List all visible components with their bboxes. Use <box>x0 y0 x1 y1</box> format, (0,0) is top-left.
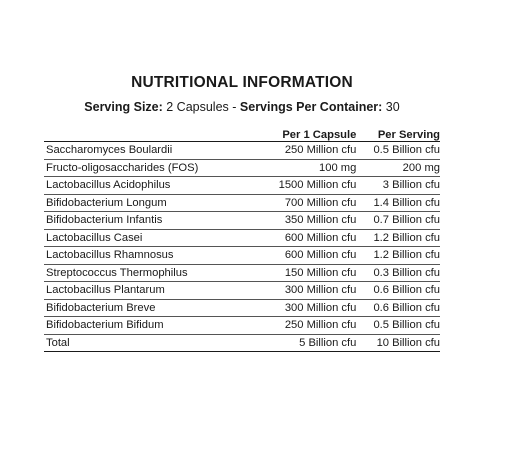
total-label: Total <box>44 334 231 352</box>
per-serving-value: 0.6 Billion cfu <box>356 282 440 300</box>
servings-per-container-label: Servings Per Container: <box>239 100 383 114</box>
table-row <box>44 264 440 282</box>
per-capsule-value: 250 Million cfu <box>231 317 356 335</box>
per-serving-value: 200 mg <box>356 159 440 177</box>
table-row <box>44 229 440 247</box>
serving-info <box>0 100 484 114</box>
ingredient-name: Fructo-oligosaccharides (FOS) <box>44 159 231 177</box>
column-header-per-serving: Per Serving <box>356 125 440 142</box>
per-serving-value: 1.2 Billion cfu <box>356 247 440 265</box>
ingredient-name: Bifidobacterium Breve <box>44 299 231 317</box>
per-capsule-value: 150 Million cfu <box>231 264 356 282</box>
ingredient-name: Streptococcus Thermophilus <box>44 264 231 282</box>
per-capsule-value: 250 Million cfu <box>231 142 356 160</box>
table-header-row <box>44 125 440 142</box>
per-serving-value: 3 Billion cfu <box>356 177 440 195</box>
table-body <box>44 142 440 352</box>
table-row <box>44 282 440 300</box>
table-row <box>44 299 440 317</box>
per-serving-value: 0.5 Billion cfu <box>356 317 440 335</box>
per-capsule-value: 600 Million cfu <box>231 229 356 247</box>
ingredient-name: Bifidobacterium Longum <box>44 194 231 212</box>
per-capsule-value: 100 mg <box>231 159 356 177</box>
per-capsule-value: 1500 Million cfu <box>231 177 356 195</box>
table-row <box>44 317 440 335</box>
table-row <box>44 247 440 265</box>
table-row <box>44 159 440 177</box>
page-title: NUTRITIONAL INFORMATION <box>131 74 353 91</box>
ingredient-name: Lactobacillus Casei <box>44 229 231 247</box>
column-header-ingredient <box>44 125 231 142</box>
ingredient-name: Lactobacillus Rhamnosus <box>44 247 231 265</box>
table-row <box>44 142 440 160</box>
table-row <box>44 212 440 230</box>
per-serving-value: 0.6 Billion cfu <box>356 299 440 317</box>
servings-per-container-value: 30 <box>382 100 400 114</box>
per-capsule-value: 300 Million cfu <box>231 299 356 317</box>
per-capsule-value: 600 Million cfu <box>231 247 356 265</box>
per-capsule-value: 350 Million cfu <box>231 212 356 230</box>
per-serving-value: 1.4 Billion cfu <box>356 194 440 212</box>
ingredient-name: Bifidobacterium Bifidum <box>44 317 231 335</box>
column-header-per-capsule: Per 1 Capsule <box>231 125 356 142</box>
ingredient-name: Bifidobacterium Infantis <box>44 212 231 230</box>
per-capsule-value: 300 Million cfu <box>231 282 356 300</box>
per-serving-value: 0.3 Billion cfu <box>356 264 440 282</box>
table-row <box>44 194 440 212</box>
total-per-capsule: 5 Billion cfu <box>231 334 356 352</box>
per-capsule-value: 700 Million cfu <box>231 194 356 212</box>
per-serving-value: 0.7 Billion cfu <box>356 212 440 230</box>
serving-size-value: 2 Capsules - <box>162 100 240 114</box>
total-per-serving: 10 Billion cfu <box>356 334 440 352</box>
ingredient-name: Lactobacillus Acidophilus <box>44 177 231 195</box>
per-serving-value: 1.2 Billion cfu <box>356 229 440 247</box>
ingredient-name: Saccharomyces Boulardii <box>44 142 231 160</box>
nutrition-table <box>44 125 440 352</box>
ingredient-name: Lactobacillus Plantarum <box>44 282 231 300</box>
serving-size-label: Serving Size: <box>84 100 163 114</box>
table-row <box>44 177 440 195</box>
per-serving-value: 0.5 Billion cfu <box>356 142 440 160</box>
total-row <box>44 334 440 352</box>
